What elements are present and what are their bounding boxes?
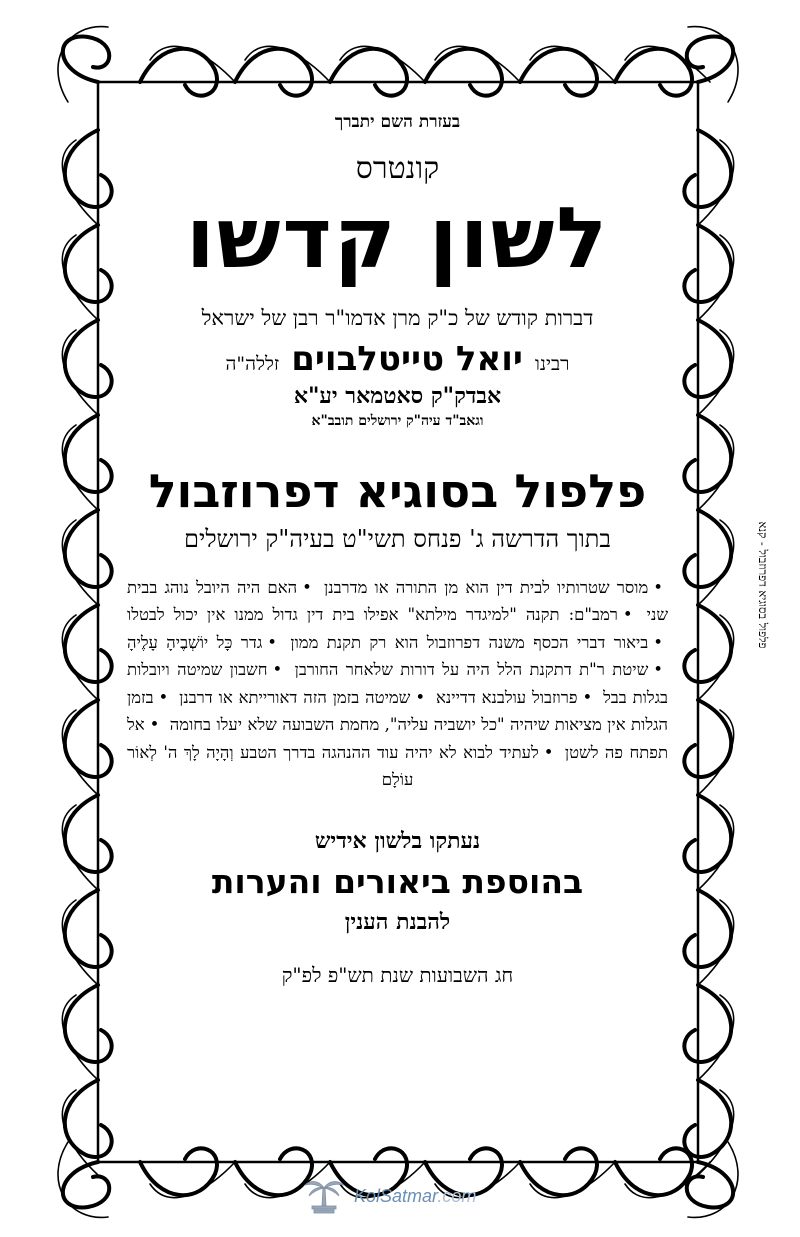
main-title: לשון קדשו: [185, 189, 610, 287]
topic-item: •מוסר שטרותיו לבית דין הוא מן התורה או מדרבנן: [324, 578, 668, 597]
topic-item: •רמב"ם: תקנה "למיגדר מילתא" אפילו בית דין גדול ממנו אין יכול לבטלו: [127, 605, 638, 624]
derasha-line: בתוך הדרשה ג' פנחס תשי"ט בעיה"ק ירושלים: [184, 524, 611, 553]
bullet-icon: •: [158, 687, 169, 707]
subject-title: פלפול בסוגיא דפרוזבול: [148, 464, 647, 518]
title-page: [125, 112, 670, 988]
bullet-icon: •: [653, 660, 663, 680]
topic-item: •פרוזבול עולבנא דדיינא: [436, 688, 597, 707]
topics-list: [125, 574, 670, 794]
understanding-line: להבנת הענין: [344, 908, 451, 935]
translation-note: נעתקו בלשון אידיש: [314, 827, 481, 854]
rabbi-name: יואל טייטלבוים: [291, 339, 523, 379]
rabbi-prefix: רבינו: [534, 353, 570, 375]
topic-item: •לעתיד לבוא לא יהיה עוד ההנהגה בדרך הטבע וְהָיָה לָךְ ה' לְאוֹר עוֹלָם: [127, 743, 558, 790]
blessing-header: בעזרת השם יתברך: [334, 112, 461, 132]
topic-item: •ביאור דברי הכסף משנה דפרוזבול הוא רק תקנת ממון: [290, 633, 668, 652]
bullet-icon: •: [272, 660, 283, 680]
bullet-icon: •: [302, 577, 312, 597]
topic-item: •שמיטה בזמן הזה דאורייתא או דרבנן: [179, 688, 430, 707]
bullet-icon: •: [415, 687, 426, 707]
topic-item: •אל תפתח פה לשטן: [127, 715, 669, 762]
bullet-icon: •: [543, 742, 554, 762]
bullet-icon: •: [622, 605, 633, 625]
bullet-icon: •: [582, 687, 593, 707]
topic-item: •בזמן הגלות אין מציאות שיהיה "כל יושביה עליה", מחמת השבועה שלא יעלו בחומה: [127, 687, 668, 735]
author-intro: דברות קודש של כ"ק מרן אדמו"ר רבן של ישראל: [201, 306, 594, 330]
site-name: KolSatmar.com: [354, 1185, 477, 1206]
kuntres-label: קונטרס: [355, 151, 440, 186]
topic-item: •שיטת ר"ת דתקנת הלל היה על דורות שלאחר החורבן: [295, 660, 668, 679]
topic-item: •גדר כָּל יוֹשְׁבֶיהָ עָלֶיהָ: [127, 633, 282, 652]
rabbi-title-satmar: אבדק"ק סאטמאר יע"א: [293, 383, 502, 409]
bullet-icon: •: [653, 577, 663, 597]
palm-tree-logo-icon: [302, 1176, 346, 1216]
topic-item: •האם היה היובל נוהג בבית שני: [127, 577, 668, 625]
bullet-icon: •: [149, 715, 160, 735]
addition-title: בהוספת ביאורים והערות: [211, 861, 584, 901]
bullet-icon: •: [653, 632, 663, 652]
topic-item: •חשבון שמיטה ויובלות בגלות בבל: [127, 660, 668, 707]
rabbi-title-jerusalem: וגאב"ד עיה"ק ירושלים תובב"א: [311, 413, 484, 429]
bullet-icon: •: [267, 632, 277, 652]
rabbi-suffix: זללה"ה: [225, 353, 280, 375]
side-running-title: פלפול בסוגיא דפרוזבול - קנא: [756, 521, 770, 649]
kolsatmar-link[interactable]: [302, 1176, 476, 1216]
date-line: חג השבועות שנת תש"פ לפ"ק: [281, 962, 514, 987]
rabbi-name-line: [125, 339, 670, 379]
